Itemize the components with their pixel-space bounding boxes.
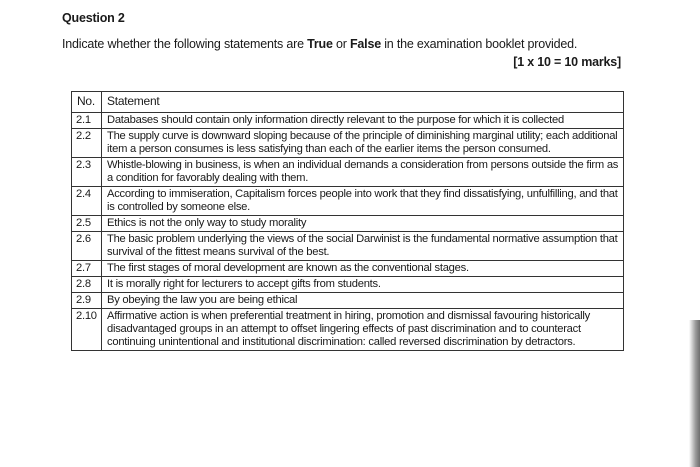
row-statement: Affirmative action is when preferential treatment in hiring, promotion and dismissal favouring historically disadvantaged groups in an attempt to offset lingering effects of past discrimination and to counteract continuing unintentional and institutional discrimination: called reversed discrimination by detractors. (102, 309, 624, 351)
row-number: 2.5 (72, 216, 102, 232)
statements-table (71, 91, 624, 351)
row-number: 2.6 (72, 232, 102, 261)
instruction-text-start: Indicate whether the following statements are (62, 37, 308, 51)
row-number: 2.9 (72, 293, 102, 309)
table-row (72, 277, 624, 293)
table-row (72, 293, 624, 309)
row-statement: Databases should contain only information directly relevant to the purpose for which it is collected (102, 113, 624, 129)
row-number: 2.10 (72, 309, 102, 351)
instruction-text-end: in the examination booklet provided. (380, 37, 578, 51)
row-statement: The supply curve is downward sloping because of the principle of diminishing marginal utility; each additional item a person consumes is less satisfying than each of the earlier items the person consumed. (102, 129, 624, 158)
instruction-or: or (332, 37, 350, 51)
header-no: No. (72, 92, 102, 113)
row-number: 2.8 (72, 277, 102, 293)
table-header-row (72, 92, 624, 113)
row-statement: Ethics is not the only way to study morality (102, 216, 624, 232)
table-row (72, 261, 624, 277)
header-statement: Statement (102, 92, 624, 113)
table-row (72, 129, 624, 158)
row-statement: It is morally right for lecturers to accept gifts from students. (102, 277, 624, 293)
table-row (72, 309, 624, 351)
question-instruction (62, 37, 577, 51)
row-number: 2.3 (72, 158, 102, 187)
question-heading: Question 2 (62, 11, 125, 25)
row-statement: By obeying the law you are being ethical (102, 293, 624, 309)
table-row (72, 187, 624, 216)
page-edge-shadow (689, 320, 700, 467)
table-row (72, 113, 624, 129)
row-number: 2.7 (72, 261, 102, 277)
row-number: 2.4 (72, 187, 102, 216)
instruction-false: False (349, 37, 381, 51)
row-statement: According to immiseration, Capitalism forces people into work that they find dissatisfying, unfulfilling, and that is controlled by someone else. (102, 187, 624, 216)
table-row (72, 232, 624, 261)
row-number: 2.2 (72, 129, 102, 158)
table-row (72, 158, 624, 187)
row-statement: The basic problem underlying the views of the social Darwinist is the fundamental normative assumption that survival of the fittest means survival of the best. (102, 232, 624, 261)
row-statement: The first stages of moral development are known as the conventional stages. (102, 261, 624, 277)
table-row (72, 216, 624, 232)
row-statement: Whistle-blowing in business, is when an individual demands a consideration from persons outside the firm as a condition for favorably dealing with them. (102, 158, 624, 187)
instruction-true: True (307, 37, 333, 51)
marks-allocation: [1 x 10 = 10 marks] (513, 55, 621, 69)
row-number: 2.1 (72, 113, 102, 129)
